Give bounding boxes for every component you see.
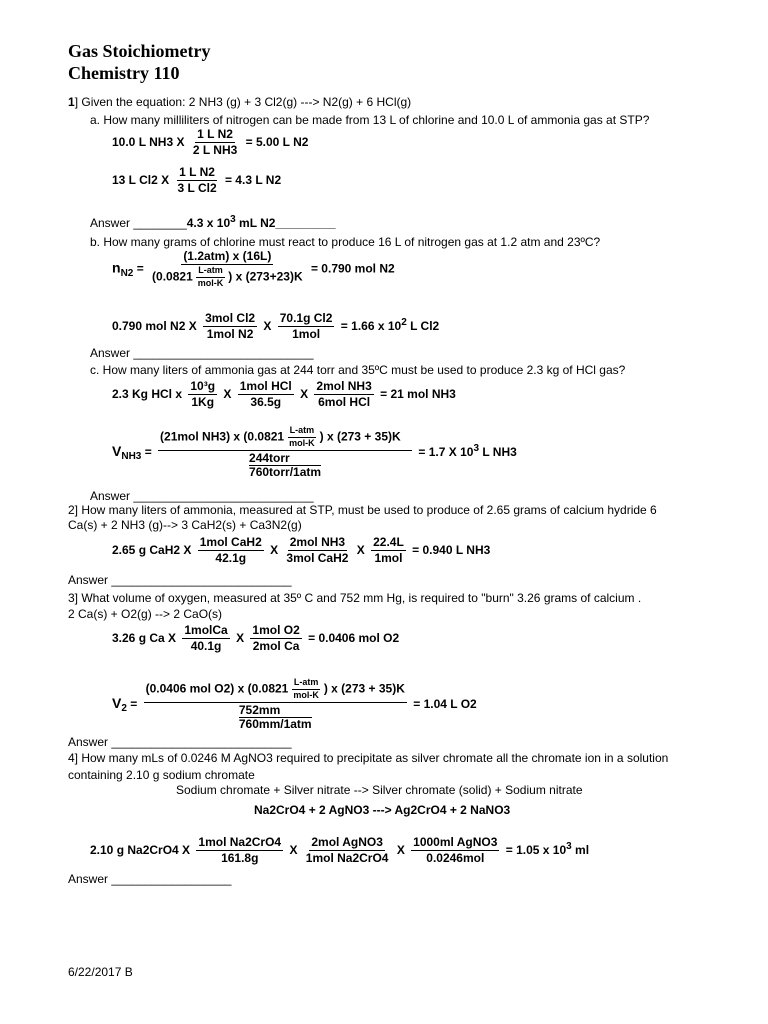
q2-text: 2] How many liters of ammonia, measured at STP, must be used to produce of 2.65 grams of calcium hydride 6 (68, 503, 657, 517)
q3-equation: 2 Ca(s) + O2(g) --> 2 CaO(s) (68, 607, 223, 621)
q4-calc: 2.10 g Na2CrO4 X $\frac{\text{1mol Na2CrO4}}{161.8g}$ X $\frac{\text{2mol AgNO3}}{\text{1mol Na2CrO4}}$ X $\frac{\text{1000ml AgNO3}}{\text{0.0246mol}}$ = 1.05 x $10^3$ ml (90, 835, 590, 866)
q1b-text: b. How many grams of chlorine must react to produce 16 L of nitrogen gas at 1.2 atm and 23ºC? (90, 235, 601, 249)
q4-word-equation: Sodium chromate + Silver nitrate --> Silver chromate (solid) + Sodium nitrate (176, 783, 583, 797)
q4-formula-equation: Na2CrO4 + 2 AgNO3 ---> Ag2CrO4 + 2 NaNO3 (254, 803, 511, 817)
q1c-calc-line2: $V_{NH3}$ = (21mol NH3) x (0.0821 $\frac{\text{L-atm}}{\text{mol-K}}$ ) x (273 + 35)K 244torr 760torr/1atm = 1.7 X $10^3$ L NH3 (112, 425, 517, 479)
footer-date: 6/22/2017 B (68, 965, 133, 979)
q1b-answer: Answer ___________________________ (90, 346, 314, 360)
page-subtitle: Chemistry 110 (68, 63, 180, 83)
q4-text-cont: containing 2.10 g sodium chromate (68, 768, 255, 782)
q1a-text: a. How many milliliters of nitrogen can be made from 13 L of chlorine and 10.0 L of ammonia gas at STP? (90, 113, 650, 127)
q1-text: 1] Given the equation: 2 NH3 (g) + 3 Cl2(g) ---> N2(g) + 6 HCl(g) (68, 95, 412, 109)
q2-equation: Ca(s) + 2 NH3 (g)--> 3 CaH2(s) + Ca3N2(g) (68, 518, 302, 532)
q1a-answer: Answer ________4.3 x $10^3$ mL N2_________ (90, 214, 336, 230)
q4-answer: Answer __________________ (68, 872, 232, 886)
q2-calc: 2.65 g CaH2 X $\frac{\text{1mol CaH2}}{42.1g}$ X $\frac{\text{2mol NH3}}{\text{3mol CaH2}}$ X $\frac{22.4L}{\text{1mol}}$ = 0.940 L NH3 (112, 535, 491, 566)
q3-text: 3] What volume of oxygen, measured at 35º C and 752 mm Hg, is required to "burn" 3.26 grams of calcium . (68, 591, 642, 605)
q3-calc-line2: $V_2$ = (0.0406 mol O2) x (0.0821 $\frac{\text{L-atm}}{\text{mol-K}}$ ) x (273 + 35)K 752mm 760mm/1atm = 1.04 L O2 (112, 677, 477, 731)
page-title: Gas Stoichiometry (68, 41, 211, 61)
q1c-calc-line1: 2.3 Kg HCl x $\frac{\text{10³g}}{1Kg}$ X $\frac{\text{1mol HCl}}{36.5g}$ X $\frac{\text{2mol NH3}}{\text{6mol HCl}}$ = 21 mol NH3 (112, 379, 456, 410)
q1b-calc-line1: $n_{N2}$ = (1.2atm) x (16L) (0.0821 $\frac{\text{L-atm}}{\text{mol-K}}$ ) x (273+23)K = 0.790 mol N2 (112, 249, 395, 289)
q4-text: 4] How many mLs of 0.0246 M AgNO3 required to precipitate as silver chromate all the chromate ion in a solution (68, 751, 669, 765)
q1c-text: c. How many liters of ammonia gas at 244 torr and 35ºC must be used to produce 2.3 kg of HCl gas? (90, 363, 626, 377)
q3-answer: Answer ___________________________ (68, 735, 292, 749)
q1a-calc-line1: 10.0 L NH3 X $\frac{\text{1 L N2}}{\text{2 L NH3}}$ = 5.00 L N2 (112, 127, 309, 158)
q1c-answer: Answer ___________________________ (90, 489, 314, 503)
q1b-calc-line2: 0.790 mol N2 X $\frac{\text{3mol Cl2}}{\text{1mol N2}}$ X $\frac{\text{70.1g Cl2}}{\text{1mol}}$ = 1.66 x $10^2$ L Cl2 (112, 311, 440, 342)
q2-answer: Answer ___________________________ (68, 573, 292, 587)
q1a-calc-line2: 13 L Cl2 X $\frac{\text{1 L N2}}{\text{3 L Cl2}}$ = 4.3 L N2 (112, 165, 282, 196)
q3-calc-line1: 3.26 g Ca X $\frac{\text{1molCa}}{40.1g}$ X $\frac{\text{1mol O2}}{\text{2mol Ca}}$ = 0.0406 mol O2 (112, 623, 400, 654)
